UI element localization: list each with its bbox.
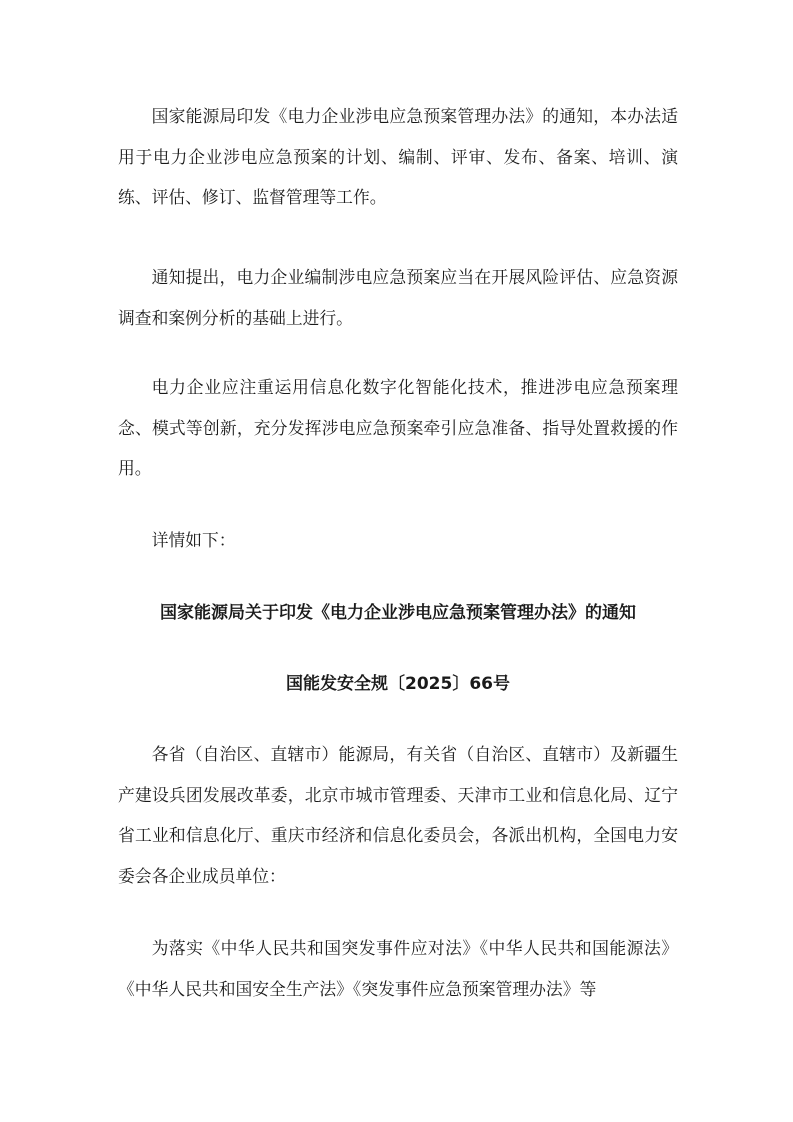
notice-title: 国家能源局关于印发《电力企业涉电应急预案管理办法》的通知 xyxy=(160,603,636,623)
legal-basis-paragraph: 为落实《中华人民共和国突发事件应对法》《中华人民共和国能源法》《中华人民共和国安全生产法》《突发事件应急预案管理办法》等 xyxy=(118,938,678,999)
requirement-paragraph: 通知提出，电力企业编制涉电应急预案应当在开展风险评估、应急资源调查和案例分析的基础上进行。 xyxy=(118,267,678,328)
details-intro: 详情如下： xyxy=(151,530,236,550)
intro-paragraph: 国家能源局印发《电力企业涉电应急预案管理办法》的通知，本办法适用于电力企业涉电应急预案的计划、编制、评审、发布、备案、培训、演练、评估、修订、监督管理等工作。 xyxy=(118,106,678,207)
addressee-paragraph: 各省（自治区、直辖市）能源局，有关省（自治区、直辖市）及新疆生产建设兵团发展改革委，北京市城市管理委、天津市工业和信息化局、辽宁省工业和信息化厅、重庆市经济和信息化委员会，各派出机构，全国电力安委会各企业成员单位： xyxy=(118,744,678,886)
innovation-paragraph: 电力企业应注重运用信息化数字化智能化技术，推进涉电应急预案理念、模式等创新，充分发挥涉电应急预案牵引应急准备、指导处置救援的作用。 xyxy=(118,377,678,478)
notice-number: 国能发安全规〔2025〕66号 xyxy=(286,674,510,694)
